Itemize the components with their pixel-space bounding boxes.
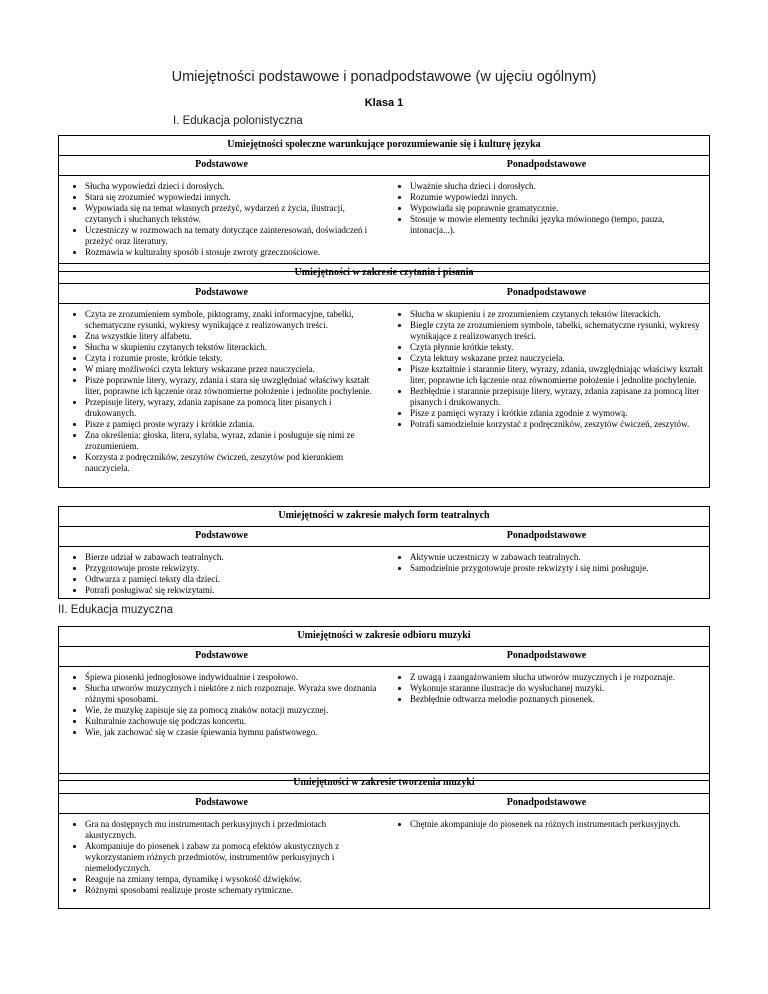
- basic-skills-list: [59, 304, 384, 474]
- list-item: • Przepisuje litery, wyrazy, zdania zapisane za pomocą liter pisanych i drukowanych.: [85, 397, 378, 419]
- list-item: • Zna wszystkie litery alfabetu.: [85, 331, 378, 342]
- list-item: • Wie, że muzykę zapisuje się za pomocą znaków notacji muzycznej.: [85, 705, 378, 716]
- list-item: • W miarę możliwości czyta lektury wskazane przez nauczyciela.: [85, 364, 378, 375]
- list-item: • Kulturalnie zachowuje się podczas koncertu.: [85, 716, 378, 727]
- list-item: • Stosuje w mowie elementy techniki języka mówionego (tempo, pauza, intonacja...).: [410, 214, 703, 236]
- column-header-advanced: Ponadpodstawowe: [384, 284, 709, 304]
- basic-skills-list: [59, 176, 384, 258]
- table-header: Umiejętności w zakresie czytania i pisania: [59, 264, 710, 284]
- list-item: • Rozmawia w kulturalny sposób i stosuje zwroty grzecznościowe.: [85, 247, 378, 258]
- list-item: • Różnymi sposobami realizuje proste schematy rytmiczne.: [85, 885, 378, 896]
- list-item: • Przygotowuje proste rekwizyty.: [85, 563, 378, 574]
- column-header-advanced: Ponadpodstawowe: [384, 794, 709, 814]
- column-header-advanced: Ponadpodstawowe: [384, 527, 709, 547]
- list-item: • Stara się zrozumieć wypowiedzi innych.: [85, 192, 378, 203]
- list-item: • Czyta ze zrozumieniem symbole, piktogramy, znaki informacyjne, tabelki, schematyczne rysunki, wykresy wynikające z realizowanych treści.: [85, 309, 378, 331]
- section-heading-polish: I. Edukacja polonistyczna: [173, 115, 303, 127]
- table-music-reception: [58, 626, 710, 781]
- list-item: • Wykonuje staranne ilustracje do wysłuchanej muzyki.: [410, 683, 703, 694]
- list-item: • Rozumie wypowiedzi innych.: [410, 192, 703, 203]
- list-item: • Wie, jak zachować się w czasie śpiewania hymnu państwowego.: [85, 727, 378, 738]
- advanced-skills-list: [384, 547, 709, 574]
- list-item: • Reaguje na zmiany tempa, dynamikę i wysokość dźwięków.: [85, 874, 378, 885]
- table-music-creation: [58, 773, 710, 909]
- table-reading-writing: [58, 263, 710, 488]
- list-item: • Z uwagą i zaangażowaniem słucha utworów muzycznych i je rozpoznaje.: [410, 672, 703, 683]
- list-item: • Uczestniczy w rozmowach na tematy dotyczące zainteresowań, doświadczeń i przeżyć oraz literatury.: [85, 225, 378, 247]
- table-header: Umiejętności w zakresie małych form teatralnych: [59, 507, 710, 527]
- list-item: • Wypowiada się poprawnie gramatycznie.: [410, 203, 703, 214]
- advanced-skills-list: [384, 304, 709, 430]
- list-item: • Uważnie słucha dzieci i dorosłych.: [410, 181, 703, 192]
- list-item: • Korzysta z podręczników, zeszytów ćwiczeń, zeszytów pod kierunkiem nauczyciela.: [85, 452, 378, 474]
- list-item: • Aktywnie uczestniczy w zabawach teatralnych.: [410, 552, 703, 563]
- table-header: Umiejętności w zakresie odbioru muzyki: [59, 627, 710, 647]
- section-heading-music: II. Edukacja muzyczna: [58, 604, 174, 616]
- list-item: • Słucha wypowiedzi dzieci i dorosłych.: [85, 181, 378, 192]
- list-item: • Słucha w skupieniu i ze zrozumieniem czytanych tekstów literackich.: [410, 309, 703, 320]
- list-item: • Czyta lektury wskazane przez nauczyciela.: [410, 353, 703, 364]
- list-item: • Chętnie akompaniuje do piosenek na różnych instrumentach perkusyjnych.: [410, 819, 703, 830]
- column-header-basic: Podstawowe: [59, 156, 384, 176]
- column-header-basic: Podstawowe: [59, 527, 384, 547]
- list-item: • Odtwarza z pamięci teksty dla dzieci.: [85, 574, 378, 585]
- list-item: • Bierze udział w zabawach teatralnych.: [85, 552, 378, 563]
- list-item: • Potrafi samodzielnie korzystać z podręczników, zeszytów ćwiczeń, zeszytów.: [410, 419, 703, 430]
- list-item: • Bezbłędnie i starannie przepisuje litery, wyrazy, zdania zapisane za pomocą liter pisanych i drukowanych.: [410, 386, 703, 408]
- list-item: • Pisze poprawnie litery, wyrazy, zdania i stara się uwzględniać właściwy kształt liter, poprawne ich łączenie oraz równomierne położenie i jednolite pochylenie.: [85, 375, 378, 397]
- list-item: • Samodzielnie przygotowuje proste rekwizyty i się nimi posługuje.: [410, 563, 703, 574]
- list-item: • Pisze kształtnie i starannie litery, wyrazy, zdania, uwzględniając właściwy kształt liter, poprawne ich łączenie oraz równomierne położenie i jednolite pochylenie.: [410, 364, 703, 386]
- basic-skills-list: [59, 814, 384, 896]
- list-item: • Gra na dostępnych mu instrumentach perkusyjnych i przedmiotach akustycznych.: [85, 819, 378, 841]
- list-item: • Zna określenia: głoska, litera, sylaba, wyraz, zdanie i posługuje się nimi ze zrozumieniem.: [85, 430, 378, 452]
- column-header-basic: Podstawowe: [59, 647, 384, 667]
- list-item: • Wypowiada się na temat własnych przeżyć, wydarzeń z życia, ilustracji, czytanych i słuchanych tekstów.: [85, 203, 378, 225]
- list-item: • Biegle czyta ze zrozumieniem symbole, tabelki, schematyczne rysunki, wykresy wynikające z realizowanych treści.: [410, 320, 703, 342]
- column-header-advanced: Ponadpodstawowe: [384, 156, 709, 176]
- column-header-advanced: Ponadpodstawowe: [384, 647, 709, 667]
- table-header: Umiejętności w zakresie tworzenia muzyki: [59, 774, 710, 794]
- page-title: Umiejętności podstawowe i ponadpodstawowe (w ujęciu ogólnym): [171, 69, 597, 85]
- list-item: • Akompaniuje do piosenek i zabaw za pomocą efektów akustycznych z wykorzystaniem różnych przedmiotów, instrumentów perkusyjnych i niemelodycznych.: [85, 841, 378, 874]
- list-item: • Słucha utworów muzycznych i niektóre z nich rozpoznaje. Wyraża swe doznania różnymi sposobami.: [85, 683, 378, 705]
- advanced-skills-list: [384, 176, 709, 236]
- table-social-skills: [58, 135, 710, 272]
- list-item: • Pisze z pamięci proste wyrazy i krótkie zdania.: [85, 419, 378, 430]
- advanced-skills-list: [384, 667, 709, 705]
- column-header-basic: Podstawowe: [59, 284, 384, 304]
- class-label: Klasa 1: [364, 97, 404, 109]
- list-item: • Czyta płynnie krótkie teksty.: [410, 342, 703, 353]
- table-header: Umiejętności społeczne warunkujące porozumiewanie się i kulturę języka: [59, 136, 710, 156]
- list-item: • Słucha w skupieniu czytanych tekstów literackich.: [85, 342, 378, 353]
- advanced-skills-list: [384, 814, 709, 830]
- list-item: • Bezbłędnie odtwarza melodie poznanych piosenek.: [410, 694, 703, 705]
- table-theatre: [58, 506, 710, 599]
- list-item: • Czyta i rozumie proste, krótkie teksty.: [85, 353, 378, 364]
- basic-skills-list: [59, 547, 384, 596]
- list-item: • Potrafi posługiwać się rekwizytami.: [85, 585, 378, 596]
- list-item: • Pisze z pamięci wyrazy i krótkie zdania zgodnie z wymową.: [410, 408, 703, 419]
- column-header-basic: Podstawowe: [59, 794, 384, 814]
- list-item: • Śpiewa piosenki jednogłosowe indywidualnie i zespołowo.: [85, 672, 378, 683]
- basic-skills-list: [59, 667, 384, 738]
